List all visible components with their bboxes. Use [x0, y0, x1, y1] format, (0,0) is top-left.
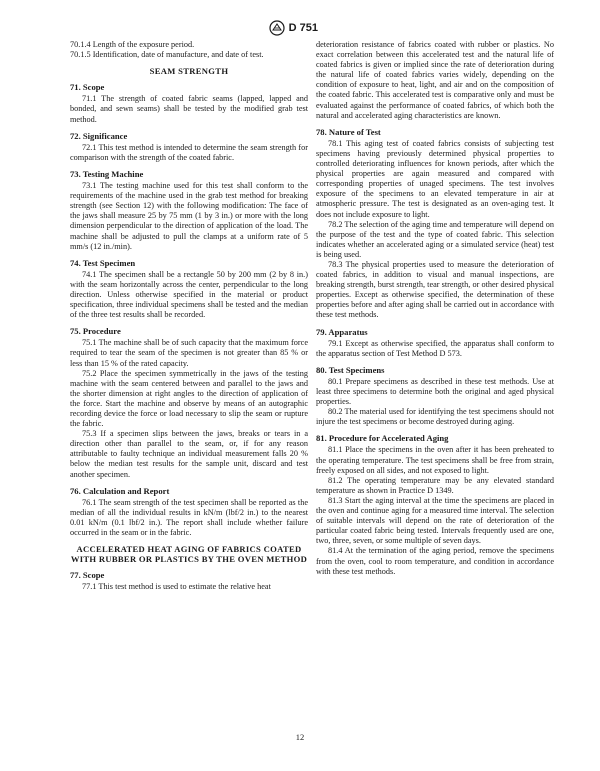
paragraph: 75.2 Place the specimen symmetrically in the jaws of the testing machine with the seam centered between and parallel to the jaws and the shorter dimension at right angles to the direction of application of the force. Start the machine and observe by means of an autographic recording device the force or load necessary to slip the seam or rupture the fabric.	[70, 368, 308, 429]
page-header	[269, 20, 318, 36]
section-heading: 77. Scope	[70, 570, 105, 581]
section-heading: 78. Nature of Test	[316, 126, 381, 137]
major-heading: ACCELERATED HEAT AGING OF FABRICS COATED WITH RUBBER OR PLASTICS BY THE OVEN METHOD	[70, 544, 308, 565]
right-column	[316, 40, 554, 577]
section-heading: 73. Testing Machine	[70, 168, 144, 179]
section-heading: 72. Significance	[70, 130, 128, 141]
paragraph: 81.1 Place the specimens in the oven after it has been preheated to the operating temperature. The test specimens shall be free from strain, freely exposed on all sides, and not exposed to light.	[316, 445, 554, 475]
paragraph: 76.1 The seam strength of the test specimen shall be reported as the median of all the individual results in kN/m (lbf/2 in.) to the nearest 0.01 kN/m (0.1 lbf/2 in.). The report shall include whether failure occurred in the seam or in the fabric.	[70, 497, 308, 538]
list-item: 70.1.4 Length of the exposure period.	[70, 40, 195, 49]
page-number: 12	[295, 732, 305, 742]
paragraph: 78.3 The physical properties used to measure the deterioration of coated fabrics, in addition to visual and manual inspections, are breaking strength, burst strength, tear strength, or other desired physical properties. Except as otherwise specified, the determination of these properties before and after aging shall be carried out in accordance with these test methods.	[316, 259, 554, 320]
list-item: 70.1.5 Identification, date of manufacture, and date of test.	[70, 50, 264, 60]
left-column	[70, 40, 308, 593]
section-heading: 80. Test Specimens	[316, 364, 385, 375]
paragraph: 71.1 The strength of coated fabric seams (lapped, lapped and bonded, and sewn seams) shall be tested by the modified grab test method.	[70, 94, 308, 124]
paragraph-continued: deterioration resistance of fabrics coated with rubber or plastics. No exact correlation between this accelerated test and the natural life of coated fabrics is given or implied since the rate of deterioration during the natural life of coated fabrics varies widely, depending on the condition of exposure to heat, light, and air and on the composition of the coated fabric. This accelerated test is comparative only and must be evaluated against the performance of coated fabrics, of which both the natural and accelerated aging characteristics are known.	[316, 40, 554, 120]
major-heading: SEAM STRENGTH	[149, 66, 229, 77]
section-heading: 75. Procedure	[70, 326, 121, 337]
section-heading: 79. Apparatus	[316, 326, 368, 337]
section-heading: 76. Calculation and Report	[70, 485, 170, 496]
paragraph: 79.1 Except as otherwise specified, the apparatus shall conform to the apparatus section of Test Method D 573.	[316, 338, 554, 358]
standard-designation: D 751	[288, 22, 318, 34]
paragraph: 73.1 The testing machine used for this test shall conform to the requirements of the machine used in the grab test method for breaking strength (see Section 12) with the following modification: The face of the jaws shall measure 25 by 75 mm (1 by 3 in.) or more with the long dimension perpendicular to the direction of application of the load. The machine shall be adjusted to pull the clamps at a uniform rate of 5 mm/s (12 in./min).	[70, 181, 308, 251]
section-heading: 74. Test Specimen	[70, 257, 136, 268]
paragraph: 78.1 This aging test of coated fabrics consists of subjecting test specimens having previously determined physical properties to controlled deteriorating influences for known periods, after which the physical properties are again measured and compared with corresponding properties of unaged specimens. The test involves exposure of the specimens to an elevated temperature in air at atmospheric pressure. The test is designated as an oven-aging test. It does not include exposure to light.	[316, 138, 554, 219]
paragraph: 72.1 This test method is intended to determine the seam strength for comparison with the strength of the coated fabric.	[70, 142, 308, 162]
paragraph: 78.2 The selection of the aging time and temperature will depend on the purpose of the test and the type of coated fabric. This selection indicates whether an accelerated aging or a simulated service (heat) test is being used.	[316, 219, 554, 259]
paragraph: 80.1 Prepare specimens as described in these test methods. Use at least three specimens to determine both the original and aged physical properties.	[316, 376, 554, 407]
paragraph: 74.1 The specimen shall be a rectangle 50 by 200 mm (2 by 8 in.) with the seam horizontally across the center, perpendicular to the long direction. Unless otherwise specified in the material or product specification, three individual specimens shall be tested and the median of the three test results shall be recorded.	[70, 269, 308, 320]
paragraph: 81.3 Start the aging interval at the time the specimens are placed in the oven and continue aging for a measured time interval. The selection of suitable intervals will depend on the rate of deterioration of the particular coated fabric being tested. Intervals frequently used are one, two, three, seven, or some multiple of seven days.	[316, 495, 554, 546]
section-heading: 81. Procedure for Accelerated Aging	[316, 433, 449, 444]
paragraph: 81.2 The operating temperature may be any elevated standard temperature as shown in Practice D 1349.	[316, 475, 554, 495]
paragraph: 81.4 At the termination of the aging period, remove the specimens from the oven, cool to room temperature, and condition in accordance with these test methods.	[316, 546, 554, 576]
paragraph: 75.1 The machine shall be of such capacity that the maximum force required to tear the seam of the specimen is not greater than 85 % or less than 15 % of the rated capacity.	[70, 338, 308, 368]
paragraph: 77.1 This test method is used to estimate the relative heat	[82, 582, 271, 592]
astm-logo-icon	[269, 20, 285, 36]
paragraph: 80.2 The material used for identifying the test specimens should not injure the test specimens or become destroyed during aging.	[316, 407, 554, 427]
paragraph: 75.3 If a specimen slips between the jaws, breaks or tears in a direction other than parallel to the seam, or, if for any reason attributable to faulty technique an individual measurement falls 20 % below the median test results for the sample unit, discard and test another specimen.	[70, 429, 308, 479]
section-heading: 71. Scope	[70, 82, 105, 93]
